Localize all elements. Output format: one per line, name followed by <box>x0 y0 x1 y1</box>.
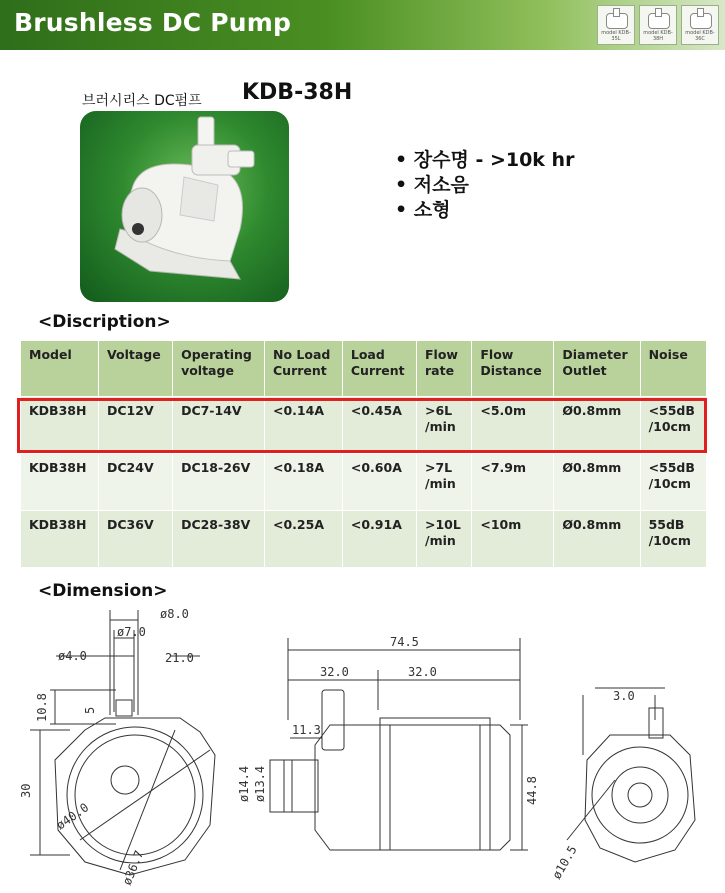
table-cell-text: <0.25A <box>273 517 324 532</box>
dim-label: ø13.4 <box>253 765 267 802</box>
table-cell-text: DC12V <box>107 403 154 418</box>
table-cell-text: <7.9m <box>480 460 527 475</box>
pump-icon <box>690 13 712 29</box>
column-header <box>640 341 706 397</box>
dim-label: 10.8 <box>35 693 49 722</box>
product-thumbnail[interactable] <box>597 5 635 45</box>
table-cell-text: >6L <box>425 403 453 418</box>
table-cell <box>265 397 343 454</box>
table-cell <box>342 511 416 568</box>
product-thumbnail[interactable] <box>681 5 719 45</box>
column-header-text: rate <box>425 363 455 378</box>
table-cell-text: <0.60A <box>350 460 402 475</box>
pump-icon <box>606 13 628 29</box>
table-row <box>21 397 707 454</box>
column-header <box>554 341 640 397</box>
table-cell <box>554 397 640 454</box>
table-cell-text: KDB38H <box>29 403 87 418</box>
table-cell <box>417 397 472 454</box>
table-cell <box>99 511 173 568</box>
table-body <box>21 397 707 568</box>
dim-label: 32.0 <box>320 665 349 679</box>
pump-icon <box>648 13 670 29</box>
table-cell <box>265 511 343 568</box>
product-thumbnails <box>597 5 719 45</box>
column-header-text: No Load <box>273 347 331 362</box>
dim-label: 74.5 <box>390 635 419 649</box>
dim-label: 5 <box>83 706 97 714</box>
table-cell-text: DC7-14V <box>181 403 242 418</box>
table-cell-text: <5.0m <box>480 403 527 418</box>
table-cell <box>99 454 173 511</box>
column-header-text: Current <box>273 363 327 378</box>
column-header <box>173 341 265 397</box>
column-header <box>21 341 99 397</box>
dim-label: ø40.0 <box>53 800 92 833</box>
pump-image <box>80 111 289 302</box>
side-view-drawing <box>10 600 240 890</box>
dim-label: 30 <box>19 783 33 798</box>
product-photo <box>80 111 289 302</box>
dim-label: 3.0 <box>613 689 635 703</box>
column-header <box>99 341 173 397</box>
table-cell-text: KDB38H <box>29 460 87 475</box>
table-cell-text: /min <box>425 419 456 434</box>
dim-label: 11.3 <box>292 723 321 737</box>
product-thumbnail[interactable] <box>639 5 677 45</box>
table-cell <box>640 454 706 511</box>
table-cell <box>472 397 554 454</box>
table-row <box>21 511 707 568</box>
table-cell <box>472 454 554 511</box>
dim-label: ø36.7 <box>119 848 147 888</box>
dim-label: ø10.5 <box>549 843 580 882</box>
column-header <box>342 341 416 397</box>
table-cell-text: KDB38H <box>29 517 87 532</box>
table-cell-text: 55dB <box>648 517 685 532</box>
column-header-text: Current <box>350 363 405 378</box>
table-cell <box>342 454 416 511</box>
thumbnail-caption: model KDB-38H <box>643 30 673 42</box>
table-cell-text: Ø0.8mm <box>562 517 622 532</box>
table-cell-text: /10cm <box>648 419 691 434</box>
feature-item: • 소형 <box>395 198 574 223</box>
dim-label: ø14.4 <box>237 765 251 802</box>
table-cell-text: >10L <box>425 517 461 532</box>
table-cell-text: <55dB <box>648 403 695 418</box>
column-header-text: Flow <box>480 347 514 362</box>
table-cell-text: Ø0.8mm <box>562 403 622 418</box>
table-cell <box>173 511 265 568</box>
dim-label: ø7.0 <box>117 625 146 639</box>
table-cell-text: <0.91A <box>350 517 402 532</box>
thumbnail-caption: model KDB-36C <box>685 30 715 42</box>
spec-table <box>20 340 707 568</box>
table-cell <box>554 454 640 511</box>
table-cell <box>640 511 706 568</box>
table-cell-text: <10m <box>480 517 522 532</box>
table-cell <box>99 397 173 454</box>
column-header-text: Flow <box>425 347 458 362</box>
table-cell <box>417 511 472 568</box>
table-cell-text: DC24V <box>107 460 154 475</box>
dim-label: 21.0 <box>165 651 194 665</box>
description-heading: <Discription> <box>38 312 171 332</box>
product-korean-name: 브러시리스 DC펌프 <box>82 93 202 109</box>
column-header-text: Diameter <box>562 347 628 362</box>
column-header-text: Model <box>29 347 72 362</box>
column-header-text: Voltage <box>107 347 161 362</box>
table-cell <box>472 511 554 568</box>
table-cell-text: /10cm <box>648 476 691 491</box>
column-header-text: voltage <box>181 363 234 378</box>
column-header <box>265 341 343 397</box>
column-header-text: Operating <box>181 347 252 362</box>
table-row <box>21 454 707 511</box>
table-header-row <box>21 341 707 397</box>
table-cell-text: <0.45A <box>350 403 402 418</box>
table-cell <box>417 454 472 511</box>
column-header <box>472 341 554 397</box>
table-cell-text: >7L <box>425 460 453 475</box>
table-cell-text: Ø0.8mm <box>562 460 622 475</box>
feature-list <box>395 148 574 223</box>
page-title: Brushless DC Pump <box>14 8 292 37</box>
product-model: KDB-38H <box>242 80 353 105</box>
dim-label: ø4.0 <box>58 649 87 663</box>
table-cell-text: <0.14A <box>273 403 324 418</box>
page-header <box>0 0 725 50</box>
column-header-text: Load <box>350 347 385 362</box>
table-cell-text: DC18-26V <box>181 460 251 475</box>
table-cell-text: <0.18A <box>273 460 324 475</box>
dim-label: 32.0 <box>408 665 437 679</box>
column-header-text: Noise <box>648 347 688 362</box>
dim-label: ø8.0 <box>160 607 189 621</box>
table-cell-text: /10cm <box>648 533 691 548</box>
feature-item: • 장수명 - >10k hr <box>395 148 574 173</box>
table-cell <box>173 454 265 511</box>
table-cell <box>342 397 416 454</box>
feature-item: • 저소음 <box>395 173 574 198</box>
column-header-text: Distance <box>480 363 542 378</box>
front-view-drawing <box>230 630 540 885</box>
table-cell-text: /min <box>425 476 456 491</box>
table-cell <box>173 397 265 454</box>
table-cell-text: DC36V <box>107 517 154 532</box>
table-cell-text: /min <box>425 533 456 548</box>
table-cell <box>265 454 343 511</box>
table-cell <box>21 511 99 568</box>
table-cell <box>21 454 99 511</box>
table-cell <box>21 397 99 454</box>
column-header <box>417 341 472 397</box>
column-header-text: Outlet <box>562 363 607 378</box>
rear-view-drawing <box>549 680 715 885</box>
table-cell-text: DC28-38V <box>181 517 251 532</box>
dimension-heading: <Dimension> <box>38 581 168 601</box>
thumbnail-caption: model KDB-35L <box>601 30 631 42</box>
dim-label: 44.8 <box>525 776 539 805</box>
table-cell <box>640 397 706 454</box>
table-cell-text: <55dB <box>648 460 695 475</box>
table-cell <box>554 511 640 568</box>
